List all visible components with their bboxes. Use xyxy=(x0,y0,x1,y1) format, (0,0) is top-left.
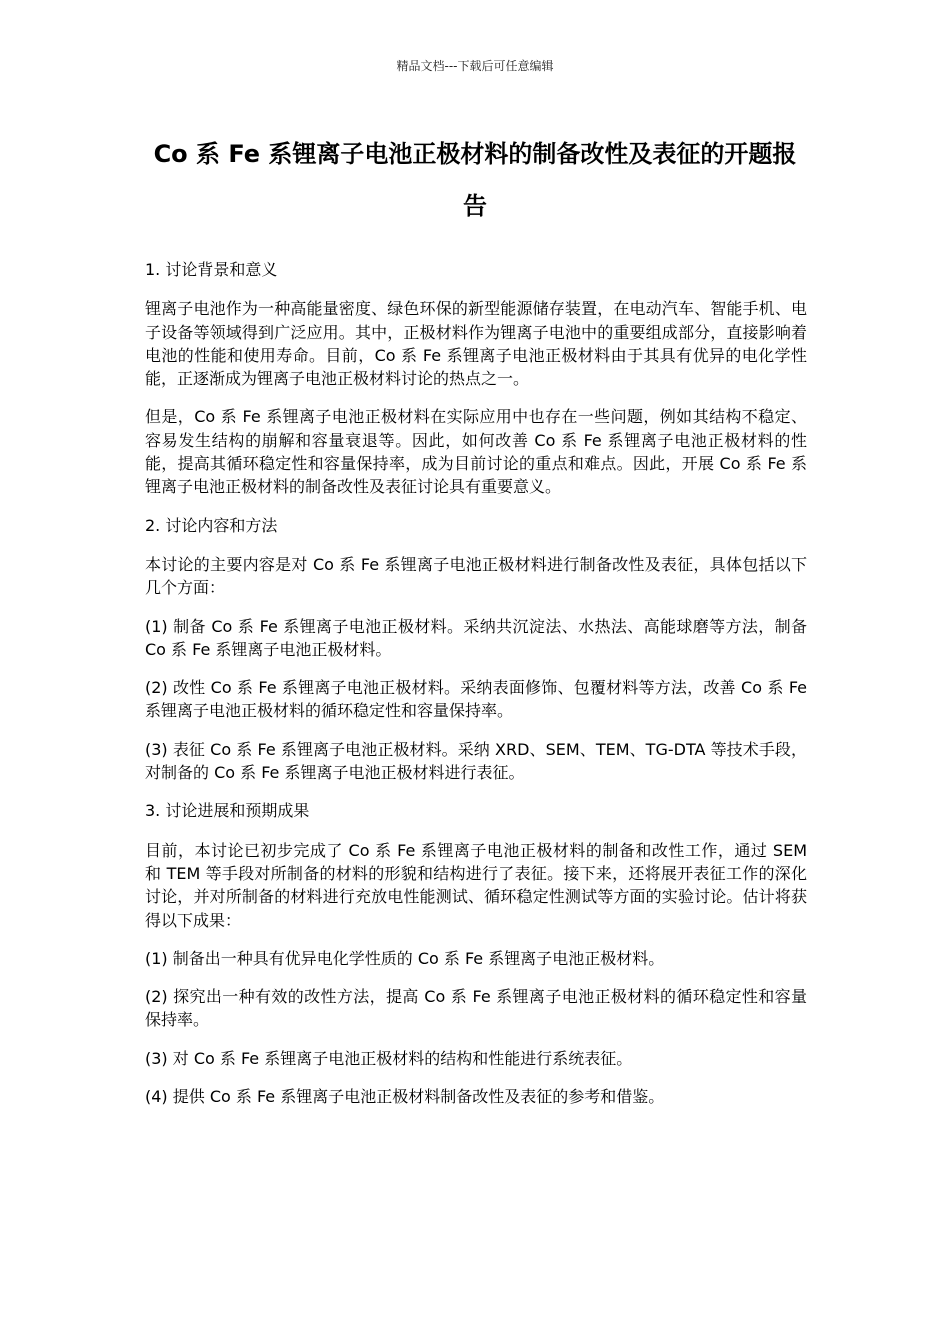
section-heading: 2. 讨论内容和方法 xyxy=(145,515,278,535)
section-heading: 1. 讨论背景和意义 xyxy=(145,260,278,279)
list-item: (3) 表征 Co 系 Fe 系锂离子电池正极材料。采纳 XRD、SEM、TEM、TG-DTA 等技术手段，对制备的 Co 系 Fe 系锂离子电池正极材料进行表征。 xyxy=(145,739,807,783)
list-item: (1) 制备 Co 系 Fe 系锂离子电池正极材料。采纳共沉淀法、水热法、高能球磨等方法，制备 Co 系 Fe 系锂离子电池正极材料。 xyxy=(145,616,807,659)
list-item: (4) 提供 Co 系 Fe 系锂离子电池正极材料制备改性及表征的参考和借鉴。 xyxy=(145,1087,665,1107)
section-heading: 3. 讨论进展和预期成果 xyxy=(145,801,310,821)
list-item: (2) 探究出一种有效的改性方法，提高 Co 系 Fe 系锂离子电池正极材料的循环稳定性和容量保持率。 xyxy=(145,987,807,1030)
paragraph: 本讨论的主要内容是对 Co 系 Fe 系锂离子电池正极材料进行制备改性及表征，具体包括以下几个方面： xyxy=(145,554,807,598)
document-body xyxy=(145,258,807,1123)
list-item: (2) 改性 Co 系 Fe 系锂离子电池正极材料。采纳表面修饰、包覆材料等方法，改善 Co 系 Fe 系锂离子电池正极材料的循环稳定性和容量保持率。 xyxy=(145,678,807,721)
paragraph: 目前，本讨论已初步完成了 Co 系 Fe 系锂离子电池正极材料的制备和改性工作，通过 SEM 和 TEM 等手段对所制备的材料的形貌和结构进行了表征。接下来，还将展开表征工作的深化讨论，并对所制备的材料进行充放电性能测试、循环稳定性测试等方面的实验讨论。估计将获得以下成果： xyxy=(145,840,807,930)
paragraph: 锂离子电池作为一种高能量密度、绿色环保的新型能源储存装置，在电动汽车、智能手机、电子设备等领域得到广泛应用。其中，正极材料作为锂离子电池中的重要组成部分，直接影响着电池的性能和使用寿命。目前，Co 系 Fe 系锂离子电池正极材料由于其具有优异的电化学性能，正逐渐成为锂离子电池正极材料讨论的热点之一。 xyxy=(145,299,807,389)
list-item: (3) 对 Co 系 Fe 系锂离子电池正极材料的结构和性能进行系统表征。 xyxy=(145,1048,633,1068)
list-item: (1) 制备出一种具有优异电化学性质的 Co 系 Fe 系锂离子电池正极材料。 xyxy=(145,948,665,968)
paragraph: 但是，Co 系 Fe 系锂离子电池正极材料在实际应用中也存在一些问题，例如其结构不稳定、容易发生结构的崩解和容量衰退等。因此，如何改善 Co 系 Fe 系锂离子电池正极材料的性能，提高其循环稳定性和容量保持率，成为目前讨论的重点和难点。因此，开展 Co 系 Fe 系锂离子电池正极材料的制备改性及表征讨论具有重要意义。 xyxy=(145,407,807,497)
document-title: Co 系 Fe 系锂离子电池正极材料的制备改性及表征的开题报告 xyxy=(153,140,797,220)
header-note: 精品文档---下载后可任意编辑 xyxy=(396,59,554,73)
